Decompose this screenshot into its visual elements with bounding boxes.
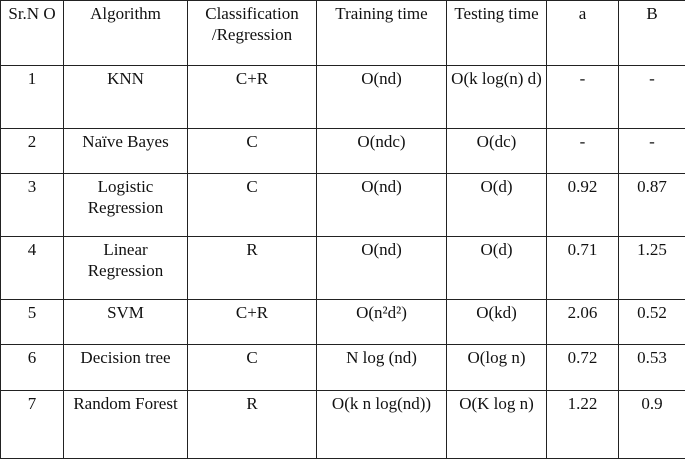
header-testing-time: Testing time: [447, 1, 547, 66]
cell-training-time: O(n²d²): [317, 300, 447, 345]
cell-training-time: O(k n log(nd)): [317, 391, 447, 459]
cell-b: 1.25: [619, 237, 685, 300]
cell-sr-no: 2: [1, 129, 64, 174]
cell-b: 0.53: [619, 345, 685, 391]
cell-sr-no: 4: [1, 237, 64, 300]
cell-testing-time: O(K log n): [447, 391, 547, 459]
cell-testing-time: O(d): [447, 237, 547, 300]
cell-testing-time: O(kd): [447, 300, 547, 345]
table-row: [1, 174, 685, 237]
table-row: [1, 391, 685, 459]
table-row: [1, 237, 685, 300]
cell-algorithm: Random Forest: [64, 391, 188, 459]
cell-algorithm: Decision tree: [64, 345, 188, 391]
cell-sr-no: 7: [1, 391, 64, 459]
table-row: [1, 129, 685, 174]
cell-algorithm: KNN: [64, 66, 188, 129]
cell-type: R: [188, 391, 317, 459]
cell-type: C: [188, 129, 317, 174]
cell-algorithm: Logistic Regression: [64, 174, 188, 237]
cell-training-time: O(nd): [317, 174, 447, 237]
cell-algorithm: Linear Regression: [64, 237, 188, 300]
cell-testing-time: O(k log(n) d): [447, 66, 547, 129]
cell-testing-time: O(d): [447, 174, 547, 237]
header-a: a: [547, 1, 619, 66]
cell-training-time: O(nd): [317, 66, 447, 129]
cell-b: -: [619, 66, 685, 129]
cell-a: -: [547, 66, 619, 129]
cell-a: 1.22: [547, 391, 619, 459]
cell-a: 0.92: [547, 174, 619, 237]
cell-testing-time: O(log n): [447, 345, 547, 391]
cell-sr-no: 5: [1, 300, 64, 345]
cell-b: -: [619, 129, 685, 174]
cell-type: C: [188, 174, 317, 237]
cell-sr-no: 1: [1, 66, 64, 129]
header-algorithm: Algorithm: [64, 1, 188, 66]
header-sr-no: Sr.N O: [1, 1, 64, 66]
cell-type: C: [188, 345, 317, 391]
header-training-time: Training time: [317, 1, 447, 66]
cell-type: R: [188, 237, 317, 300]
cell-a: 2.06: [547, 300, 619, 345]
cell-training-time: O(ndc): [317, 129, 447, 174]
cell-a: 0.72: [547, 345, 619, 391]
cell-b: 0.52: [619, 300, 685, 345]
cell-algorithm: Naïve Bayes: [64, 129, 188, 174]
cell-sr-no: 3: [1, 174, 64, 237]
cell-a: 0.71: [547, 237, 619, 300]
cell-type: C+R: [188, 66, 317, 129]
cell-b: 0.9: [619, 391, 685, 459]
cell-sr-no: 6: [1, 345, 64, 391]
header-classification-regression: Classification /Regression: [188, 1, 317, 66]
cell-testing-time: O(dc): [447, 129, 547, 174]
table-row: [1, 345, 685, 391]
cell-a: -: [547, 129, 619, 174]
cell-type: C+R: [188, 300, 317, 345]
table-row: [1, 300, 685, 345]
cell-b: 0.87: [619, 174, 685, 237]
cell-algorithm: SVM: [64, 300, 188, 345]
table-row: [1, 66, 685, 129]
header-b: B: [619, 1, 685, 66]
cell-training-time: O(nd): [317, 237, 447, 300]
cell-training-time: N log (nd): [317, 345, 447, 391]
header-row: [1, 1, 685, 66]
